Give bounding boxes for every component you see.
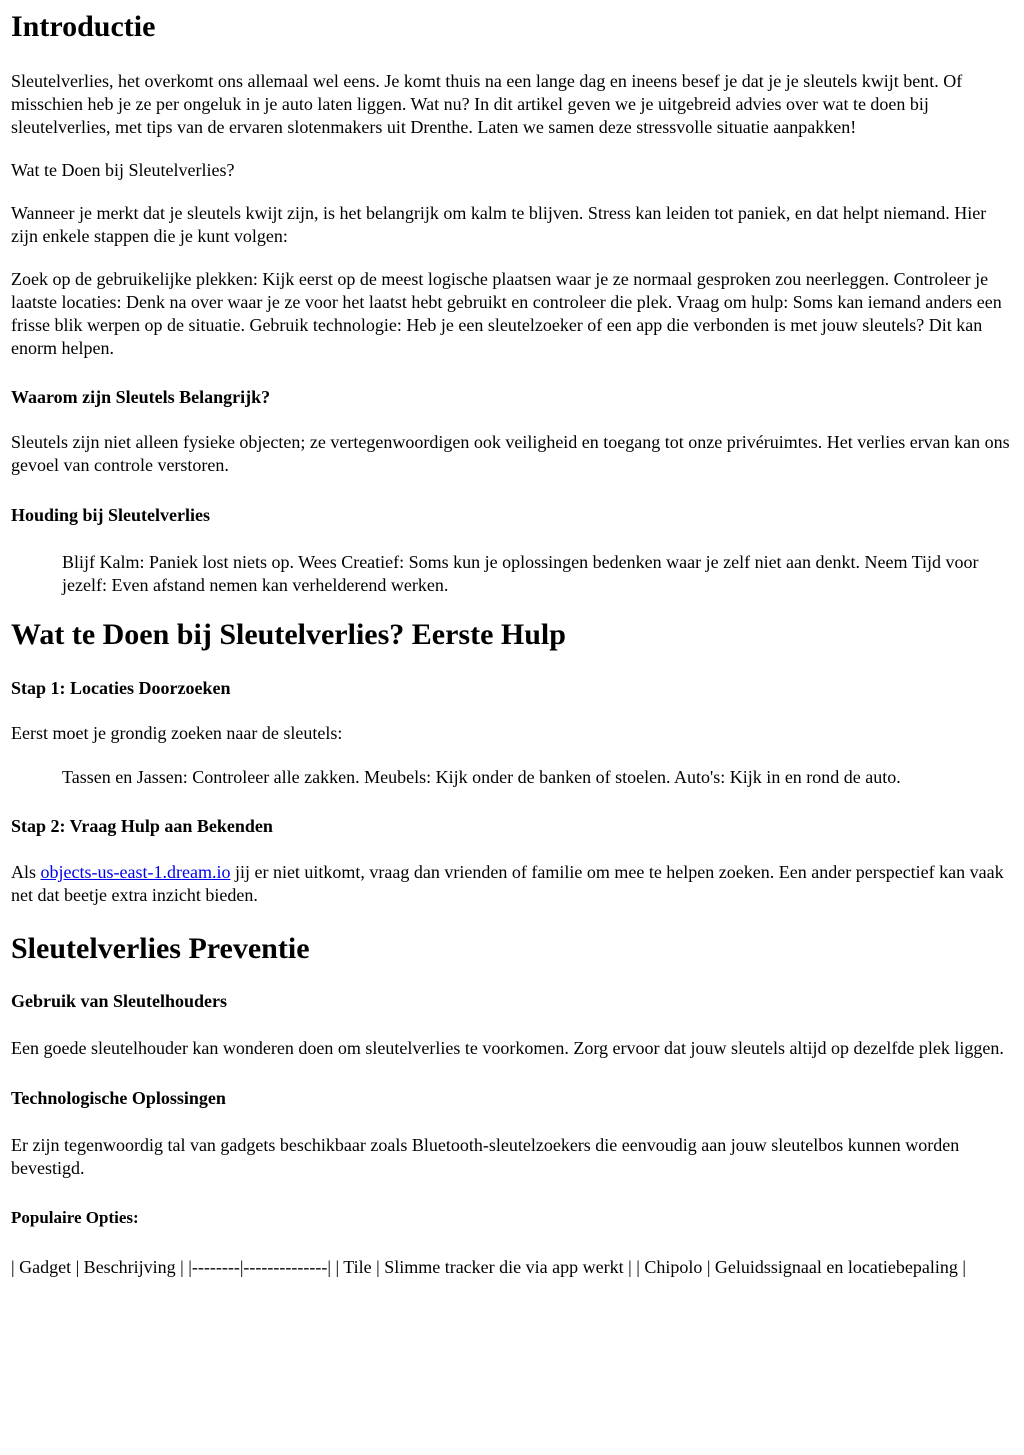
- step2-text-before: Als: [11, 862, 41, 882]
- why-keys-heading: Waarom zijn Sleutels Belangrijk?: [11, 387, 271, 407]
- step2-heading: Stap 2: Vraag Hulp aan Bekenden: [11, 816, 273, 836]
- attitude-heading: Houding bij Sleutelverlies: [11, 505, 211, 525]
- intro-steps-paragraph: Zoek op de gebruikelijke plekken: Kijk eerst op de meest logische plaatsen waar je ze normaal gesproken zou neerleggen. Controleer je laatste locaties: Denk na over waar je ze voor het laatst hebt gebruikt en controleer die plek. Vraag om hulp: Soms kan iemand anders een frisse blik werpen op de situatie. Gebruik technologie: Heb je een sleutelzoeker of een app die verbonden is met jouw sleutels? Dit kan enorm helpen.: [11, 269, 1002, 358]
- dream-io-link[interactable]: objects-us-east-1.dream.io: [40, 862, 231, 882]
- intro-subheading-text: Wat te Doen bij Sleutelverlies?: [11, 160, 235, 180]
- step1-heading: Stap 1: Locaties Doorzoeken: [11, 678, 231, 698]
- popular-options-heading: Populaire Opties:: [11, 1208, 139, 1227]
- step1-quote: Tassen en Jassen: Controleer alle zakken. Meubels: Kijk onder de banken of stoelen. Auto's: Kijk in en rond de auto.: [62, 767, 901, 787]
- tech-solutions-heading: Technologische Oplossingen: [11, 1088, 226, 1108]
- step2-text-after: jij er niet uitkomt, vraag dan vrienden of familie om mee te helpen zoeken. Een ander perspectief kan vaak net dat beetje extra inzicht bieden.: [11, 862, 1004, 905]
- key-holders-heading: Gebruik van Sleutelhouders: [11, 991, 228, 1011]
- why-keys-paragraph: Sleutels zijn niet alleen fysieke objecten; ze vertegenwoordigen ook veiligheid en toegang tot onze privéruimtes. Het verlies ervan kan ons gevoel van controle verstoren.: [11, 432, 1010, 475]
- attitude-quote: Blijf Kalm: Paniek lost niets op. Wees Creatief: Soms kun je oplossingen bedenken waar je zelf niet aan denkt. Neem Tijd voor jezelf: Even afstand nemen kan verhelderend werken.: [62, 552, 979, 595]
- tech-solutions-paragraph: Er zijn tegenwoordig tal van gadgets beschikbaar zoals Bluetooth-sleutelzoekers die eenvoudig aan jouw sleutelbos kunnen worden bevestigd.: [11, 1135, 960, 1178]
- step1-paragraph: Eerst moet je grondig zoeken naar de sleutels:: [11, 723, 343, 743]
- key-holders-paragraph: Een goede sleutelhouder kan wonderen doen om sleutelverlies te voorkomen. Zorg ervoor dat jouw sleutels altijd op dezelfde plek liggen.: [11, 1038, 1004, 1058]
- options-table-text: | Gadget | Beschrijving | |--------|--------------| | Tile | Slimme tracker die via app werkt | | Chipolo | Geluidssignaal en locatiebepaling |: [11, 1257, 966, 1277]
- prevention-heading: Sleutelverlies Preventie: [11, 932, 310, 965]
- first-aid-heading: Wat te Doen bij Sleutelverlies? Eerste Hulp: [11, 618, 566, 651]
- intro-paragraph: Sleutelverlies, het overkomt ons allemaal wel eens. Je komt thuis na een lange dag en ineens besef je dat je je sleutels kwijt bent. Of misschien heb je ze per ongeluk in je auto laten liggen. Wat nu? In dit artikel geven we je uitgebreid advies over wat te doen bij sleutelverlies, met tips van de ervaren slotenmakers uit Drenthe. Laten we samen deze stressvolle situatie aanpakken!: [11, 71, 963, 137]
- step2-paragraph: [11, 861, 1013, 907]
- intro-calm-paragraph: Wanneer je merkt dat je sleutels kwijt zijn, is het belangrijk om kalm te blijven. Stress kan leiden tot paniek, en dat helpt niemand. Hier zijn enkele stappen die je kunt volgen:: [11, 203, 987, 246]
- intro-heading: Introductie: [11, 10, 156, 43]
- article: [0, 9, 1024, 1279]
